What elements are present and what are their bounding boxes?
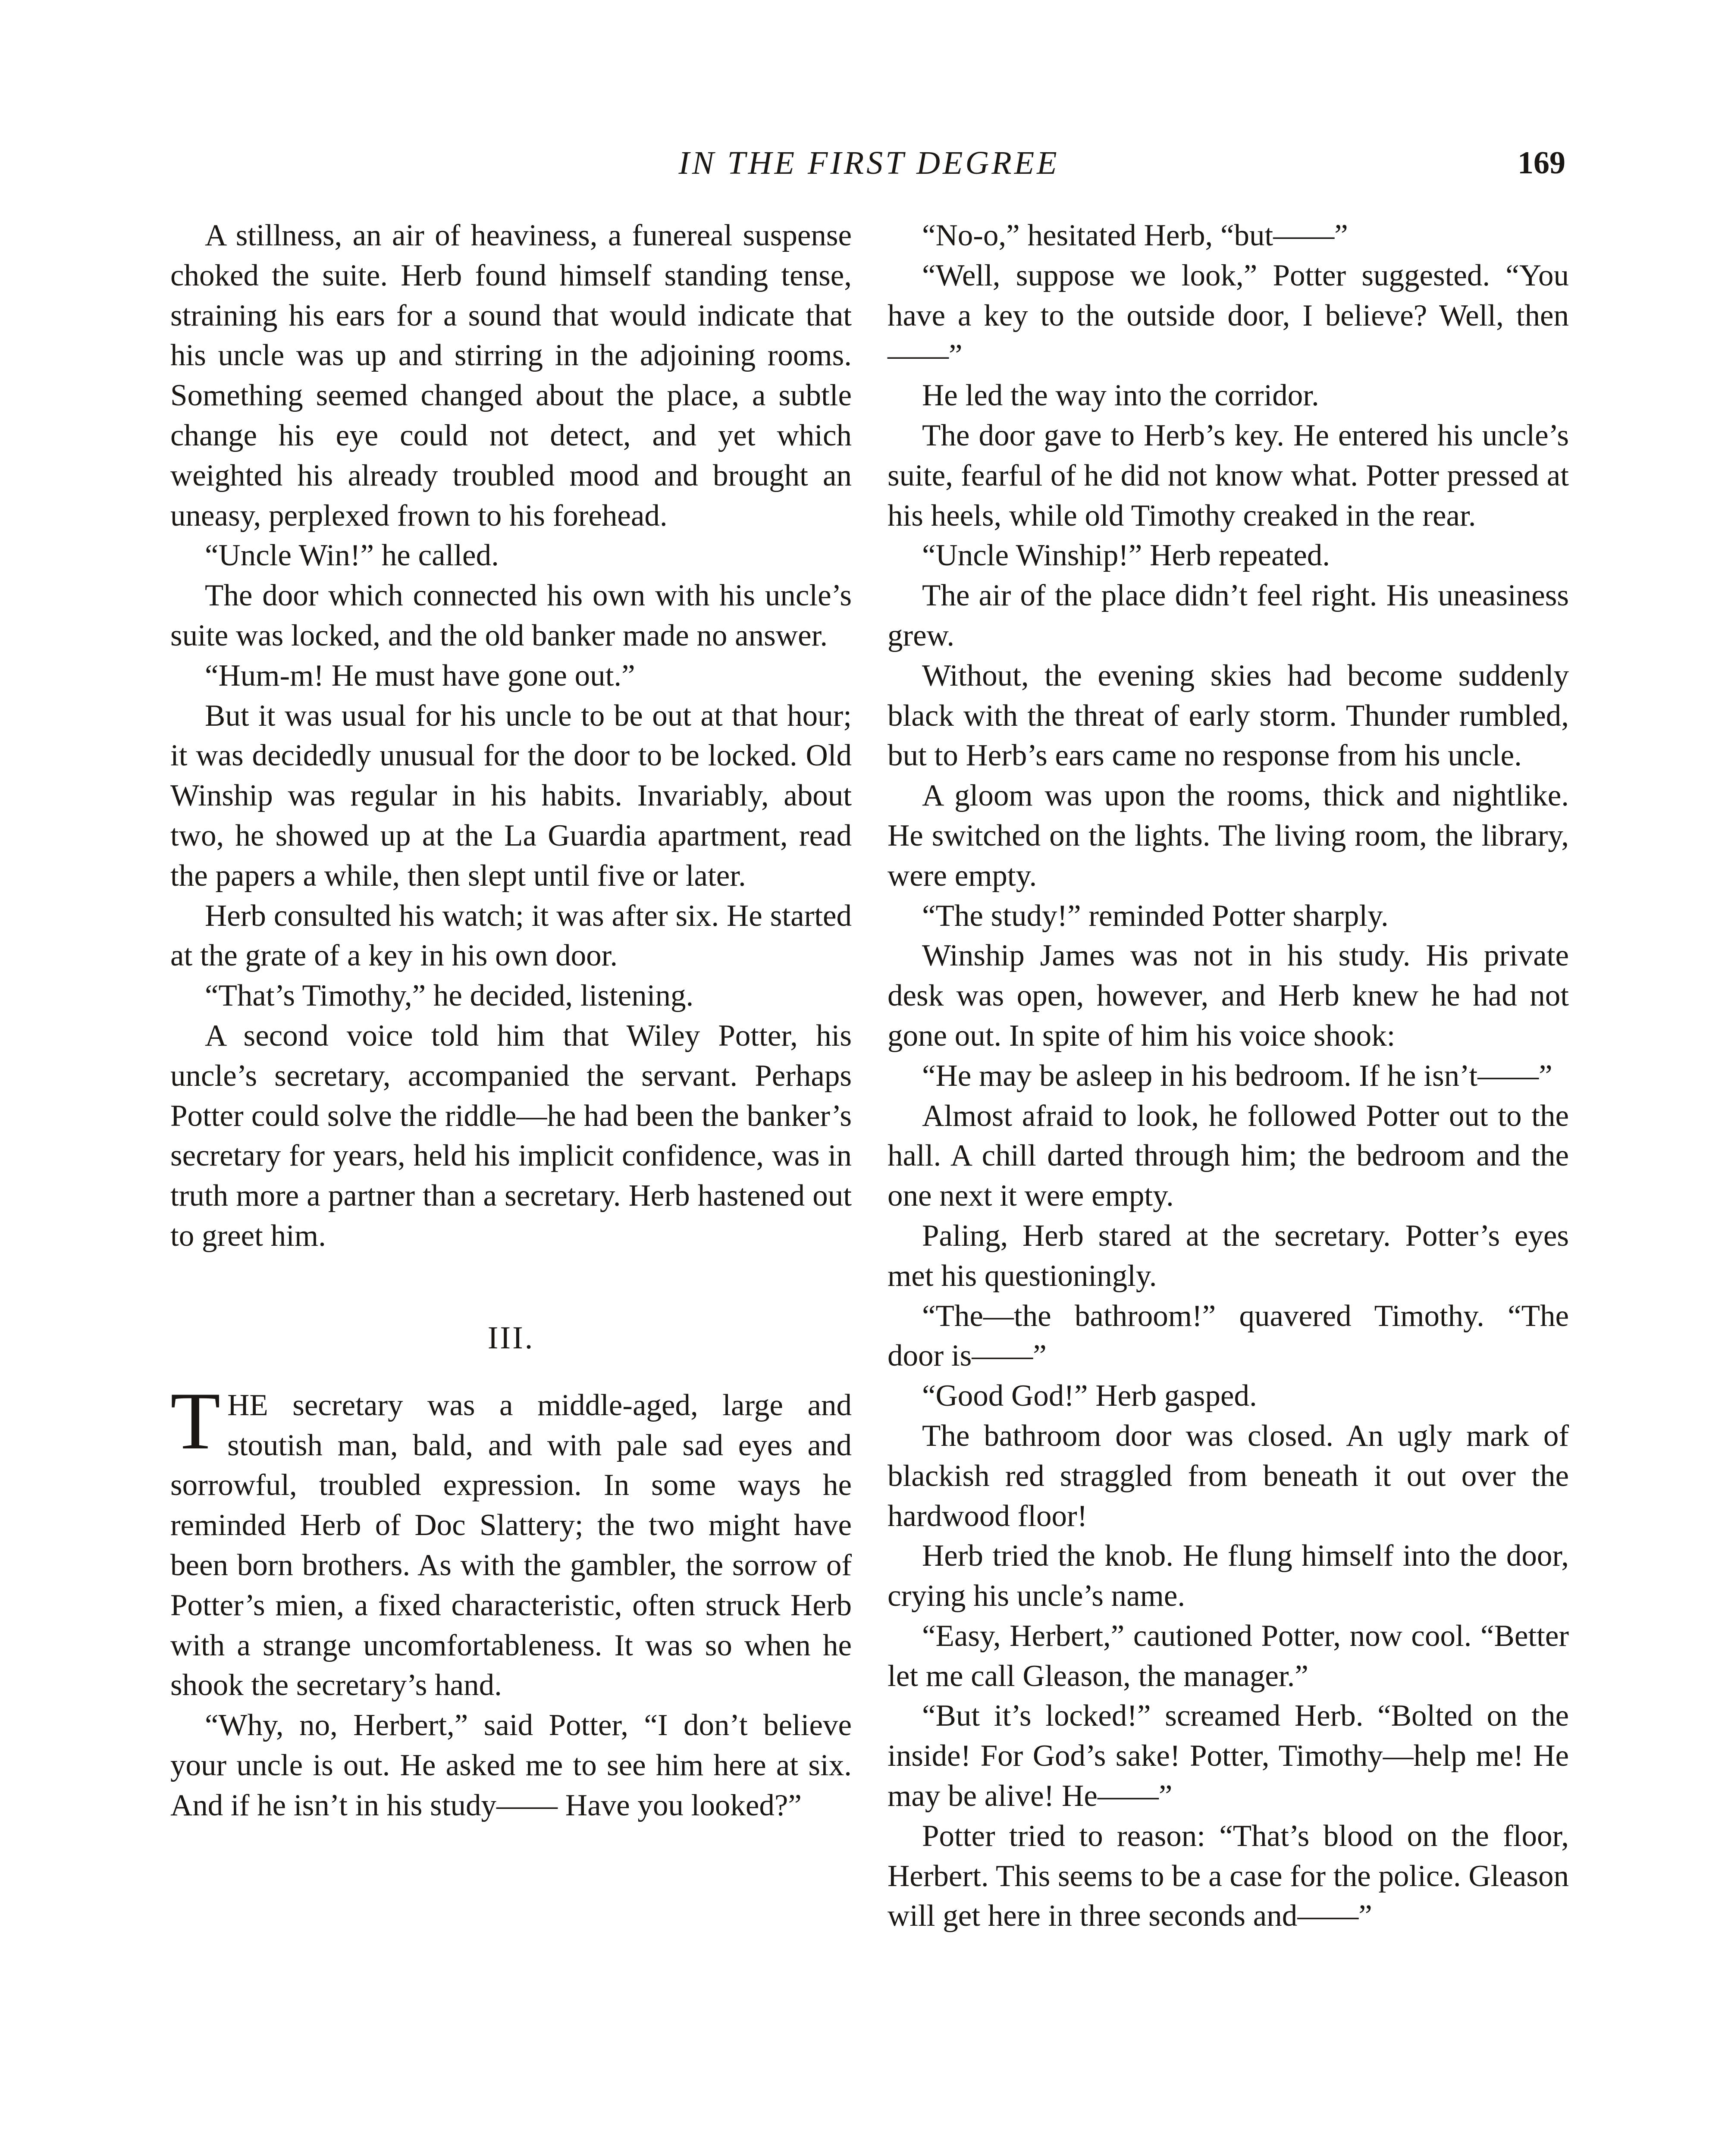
paragraph: Herb tried the knob. He flung himself into the door, crying his uncle’s name.: [888, 1539, 1569, 1613]
paragraph: “That’s Timothy,” he decided, listening.: [205, 979, 694, 1013]
paragraph: “He may be asleep in his bedroom. If he isn’t——”: [922, 1059, 1552, 1093]
paragraph-text: HE secretary was a middle-aged, large and stoutish man, bald, and with pale sad eyes and sorrowful, troubled expression. In some ways he reminded Herb of Doc Slattery; the two might have been born brothers. As with the gambler, the sorrow of Potter’s mien, a fixed characteristic, often struck Herb with a strange uncomfortableness. It was so when he shook the secretary’s hand.: [170, 1388, 852, 1702]
paragraph: The door which connected his own with his uncle’s suite was locked, and the old banker made no answer.: [170, 579, 852, 652]
paragraph: “But it’s locked!” screamed Herb. “Bolted on the inside! For God’s sake! Potter, Timothy—help me! He may be alive! He——”: [888, 1699, 1569, 1813]
right-column: [888, 216, 1569, 1936]
section-heading: III.: [487, 1320, 535, 1356]
paragraph: Winship James was not in his study. His private desk was open, however, and Herb knew he had not gone out. In spite of him his voice shook:: [888, 939, 1569, 1053]
page-number: 169: [1518, 145, 1565, 181]
paragraph: “Why, no, Herbert,” said Potter, “I don’t believe your uncle is out. He asked me to see him here at six. And if he isn’t in his study—— Have you looked?”: [170, 1708, 852, 1822]
dropcap-paragraph: [170, 1376, 852, 1705]
paragraph: Herb consulted his watch; it was after six. He started at the grate of a key in his own door.: [170, 899, 852, 973]
paragraph: He led the way into the corridor.: [922, 379, 1319, 413]
paragraph: “Uncle Win!” he called.: [205, 539, 499, 573]
paragraph: A gloom was upon the rooms, thick and nightlike. He switched on the lights. The living room, the library, were empty.: [888, 779, 1569, 893]
paragraph: Paling, Herb stared at the secretary. Potter’s eyes met his questioningly.: [888, 1219, 1569, 1293]
paragraph: “The study!” reminded Potter sharply.: [922, 899, 1389, 933]
paragraph: A stillness, an air of heaviness, a funereal suspense choked the suite. Herb found himself standing tense, straining his ears for a sound that would indicate that his uncle was up and stirring in the adjoining rooms. Something seemed changed about the place, a subtle change his eye could not detect, and yet which weighted his already troubled mood and brought an uneasy, perplexed frown to his forehead.: [170, 219, 852, 533]
paragraph: The door gave to Herb’s key. He entered his uncle’s suite, fearful of he did not know what. Potter pressed at his heels, while old Timothy creaked in the rear.: [888, 418, 1569, 533]
paragraph: A second voice told him that Wiley Potter, his uncle’s secretary, accompanied the servant. Perhaps Potter could solve the riddle—he had been the banker’s secretary for years, held his implicit confidence, was in truth more a partner than a secretary. Herb hastened out to greet him.: [170, 1018, 852, 1253]
paragraph: “Good God!” Herb gasped.: [922, 1379, 1257, 1413]
paragraph: “The—the bathroom!” quavered Timothy. “The door is——”: [888, 1299, 1569, 1373]
paragraph: But it was usual for his uncle to be out at that hour; it was decidedly unusual for the door to be locked. Old Winship was regular in his habits. Invariably, about two, he showed up at the La Guardia apartment, read the papers a while, then slept until five or later.: [170, 699, 852, 893]
paragraph: “Hum-m! He must have gone out.”: [205, 658, 635, 693]
paragraph: Potter tried to reason: “That’s blood on the floor, Herbert. This seems to be a case for the police. Gleason will get here in three seconds and——”: [888, 1819, 1569, 1933]
paragraph: “Well, suppose we look,” Potter suggested. “You have a key to the outside door, I believe? Well, then——”: [888, 258, 1569, 373]
page-header: [172, 137, 1565, 189]
drop-cap-letter: T: [170, 1376, 221, 1467]
paragraph: The bathroom door was closed. An ugly mark of blackish red straggled from beneath it out over the hardwood floor!: [888, 1419, 1569, 1533]
left-column: [170, 216, 852, 1825]
running-title: IN THE FIRST DEGREE: [678, 145, 1060, 181]
paragraph: Without, the evening skies had become suddenly black with the threat of early storm. Thunder rumbled, but to Herb’s ears came no response from his uncle.: [888, 658, 1569, 773]
paragraph: The air of the place didn’t feel right. His uneasiness grew.: [888, 579, 1569, 652]
paragraph: “Easy, Herbert,” cautioned Potter, now cool. “Better let me call Gleason, the manager.”: [888, 1619, 1569, 1693]
paragraph: “No-o,” hesitated Herb, “but——”: [922, 219, 1348, 252]
paragraph: Almost afraid to look, he followed Potter out to the hall. A chill darted through him; the bedroom and the one next it were empty.: [888, 1099, 1569, 1213]
paragraph: “Uncle Winship!” Herb repeated.: [922, 539, 1330, 573]
